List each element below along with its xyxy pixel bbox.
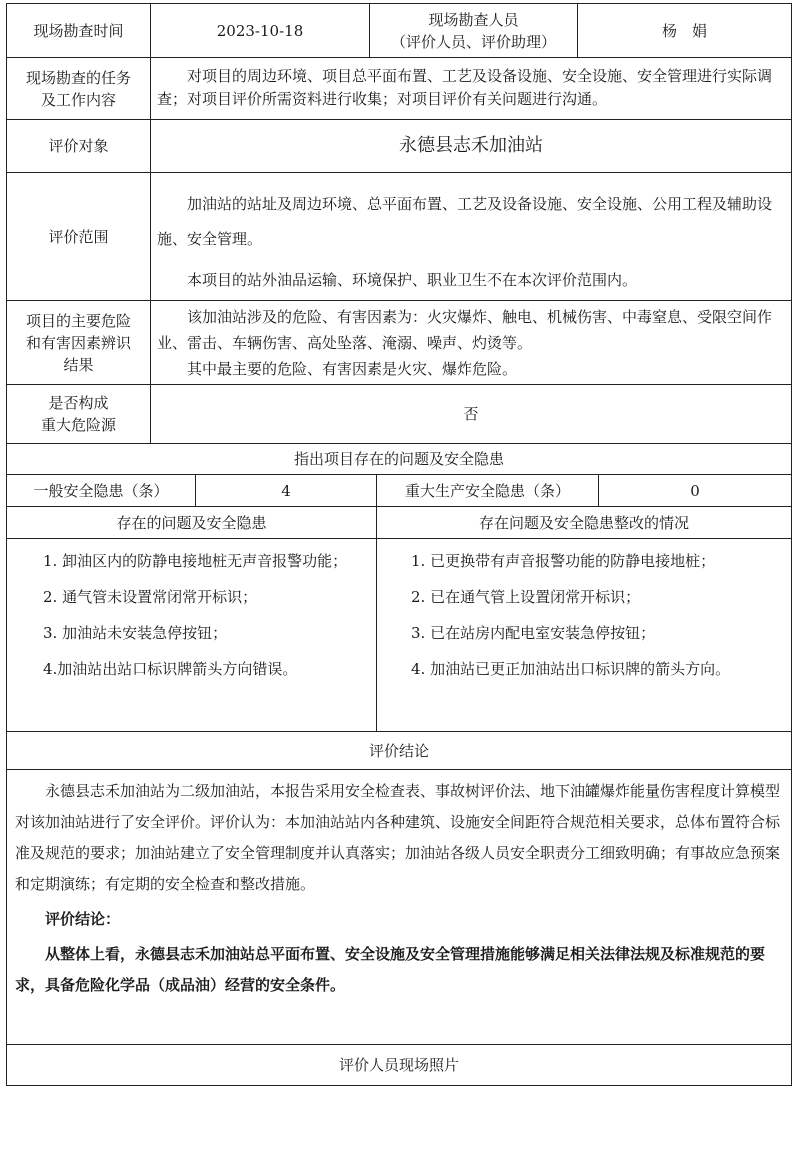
issues-columns-row — [7, 507, 791, 539]
evaluation-record-table — [6, 3, 792, 1086]
survey-time-label-text: 现场勘查时间 — [33, 21, 124, 40]
list-item: 1. 已更换带有声音报警功能的防静电接地桩； — [411, 552, 716, 570]
issues-list-row — [7, 539, 791, 732]
object-value-cell — [151, 120, 791, 172]
hazards-label-line1: 项目的主要危险 — [25, 311, 131, 330]
major-hazard-label — [7, 385, 151, 443]
hazards-paragraph-1: 该加油站涉及的危险、有害因素为：火灾爆炸、触电、机械伤害、中毒窒息、受限空间作业、雷击、车辆伤害、高处坠落、淹溺、噪声、灼烫等。 — [157, 308, 773, 352]
task-content-cell — [151, 58, 791, 119]
list-item: 2. 已在通气管上设置闭常开标识； — [411, 588, 641, 606]
major-hazard-value-cell — [151, 385, 791, 443]
problems-list — [7, 539, 377, 731]
survey-date: 2023-10-18 — [216, 21, 304, 40]
problems-column-header-text: 存在的问题及安全隐患 — [116, 513, 267, 532]
survey-personnel-label — [370, 4, 578, 57]
issues-header-row — [7, 444, 791, 475]
general-hazard-label — [7, 475, 196, 506]
personnel-label-line2: （评价人员、评价助理） — [390, 32, 556, 51]
major-hazard-value: 否 — [463, 405, 479, 423]
conclusion-cell — [7, 770, 791, 1044]
hazards-label-line3: 结果 — [63, 355, 94, 374]
scope-paragraph-1: 加油站的站址及周边环境、总平面布置、工艺及设备设施、安全设施、公用工程及辅助设施、安全管理。 — [157, 195, 773, 248]
photos-row — [7, 1045, 791, 1085]
survey-time-label — [7, 4, 151, 57]
task-label-line2: 及工作内容 — [40, 90, 116, 109]
survey-personnel-value — [578, 4, 791, 57]
personnel-label-line1: 现场勘查人员 — [428, 10, 519, 29]
list-item: 2. 通气管未设置常闭常开标识； — [43, 588, 258, 606]
photos-header — [7, 1045, 791, 1085]
survey-row — [7, 4, 791, 58]
major-production-hazard-count-cell — [599, 475, 791, 506]
problems-column-header — [7, 507, 377, 538]
major-production-hazard-label-text: 重大生产安全隐患（条） — [404, 481, 570, 500]
personnel-name: 杨 娟 — [661, 21, 707, 40]
rectification-column-header — [377, 507, 791, 538]
general-hazard-count-cell — [196, 475, 377, 506]
conclusion-row — [7, 770, 791, 1045]
major-production-hazard-count: 0 — [690, 481, 700, 500]
object-value: 永德县志禾加油站 — [399, 135, 543, 156]
survey-time-value — [151, 4, 370, 57]
general-hazard-label-text: 一般安全隐患（条） — [33, 481, 169, 500]
task-row — [7, 58, 791, 120]
issues-header — [7, 444, 791, 474]
hazards-label — [7, 301, 151, 384]
major-hazard-row — [7, 385, 791, 444]
list-item: 3. 加油站未安装急停按钮； — [43, 624, 228, 642]
hazards-paragraph-2: 其中最主要的危险、有害因素是火灾、爆炸危险。 — [187, 360, 518, 378]
hazards-label-line2: 和有害因素辨识 — [25, 333, 131, 352]
list-item: 1. 卸油区内的防静电接地桩无声音报警功能； — [43, 552, 348, 570]
task-label-line1: 现场勘查的任务 — [25, 68, 131, 87]
conclusion-final: 从整体上看，永德县志禾加油站总平面布置、安全设施及安全管理措施能够满足相关法律法规及标准规范的要求，具备危险化学品（成品油）经营的安全条件。 — [15, 945, 766, 994]
issues-header-text: 指出项目存在的问题及安全隐患 — [293, 450, 504, 468]
scope-label — [7, 173, 151, 300]
general-hazard-count: 4 — [281, 481, 291, 500]
major-hazard-label-line2: 重大危险源 — [40, 416, 116, 434]
list-item: 4. 加油站已更正加油站出口标识牌的箭头方向。 — [411, 660, 731, 678]
list-item: 3. 已在站房内配电室安装急停按钮； — [411, 624, 656, 642]
conclusion-header-row — [7, 732, 791, 770]
task-label — [7, 58, 151, 119]
hazards-content-cell — [151, 301, 791, 384]
hazards-row — [7, 301, 791, 385]
scope-paragraph-2: 本项目的站外油品运输、环境保护、职业卫生不在本次评价范围内。 — [187, 271, 638, 289]
task-content: 对项目的周边环境、项目总平面布置、工艺及设备设施、安全设施、安全管理进行实际调查；对项目评价所需资料进行收集；对项目评价有关问题进行沟通。 — [157, 67, 773, 108]
rectification-list — [377, 539, 791, 731]
scope-content-cell — [151, 173, 791, 300]
conclusion-heading: 评价结论： — [45, 910, 121, 928]
object-label — [7, 120, 151, 172]
rectification-column-header-text: 存在问题及安全隐患整改的情况 — [478, 513, 689, 532]
conclusion-header-text: 评价结论 — [368, 741, 429, 760]
object-label-text: 评价对象 — [48, 137, 109, 155]
list-item: 4.加油站出站口标识牌箭头方向错误。 — [43, 660, 298, 678]
object-row — [7, 120, 791, 173]
scope-row — [7, 173, 791, 301]
conclusion-header — [7, 732, 791, 769]
conclusion-body: 永德县志禾加油站为二级加油站，本报告采用安全检查表、事故树评价法、地下油罐爆炸能量伤害程度计算模型对该加油站进行了安全评价。评价认为：本加油站站内各种建筑、设施安全间距符合规范相关要求，总体布置符合标准及规范的要求；加油站建立了安全管理制度并认真落实；加油站各级人员安全职责分工细致明确；有事故应急预案和定期演练；有定期的安全检查和整改措施。 — [15, 782, 781, 893]
scope-label-text: 评价范围 — [48, 227, 109, 246]
hazard-counts-row — [7, 475, 791, 507]
major-production-hazard-label — [377, 475, 599, 506]
photos-header-text: 评价人员现场照片 — [338, 1056, 459, 1074]
major-hazard-label-line1: 是否构成 — [48, 394, 109, 412]
